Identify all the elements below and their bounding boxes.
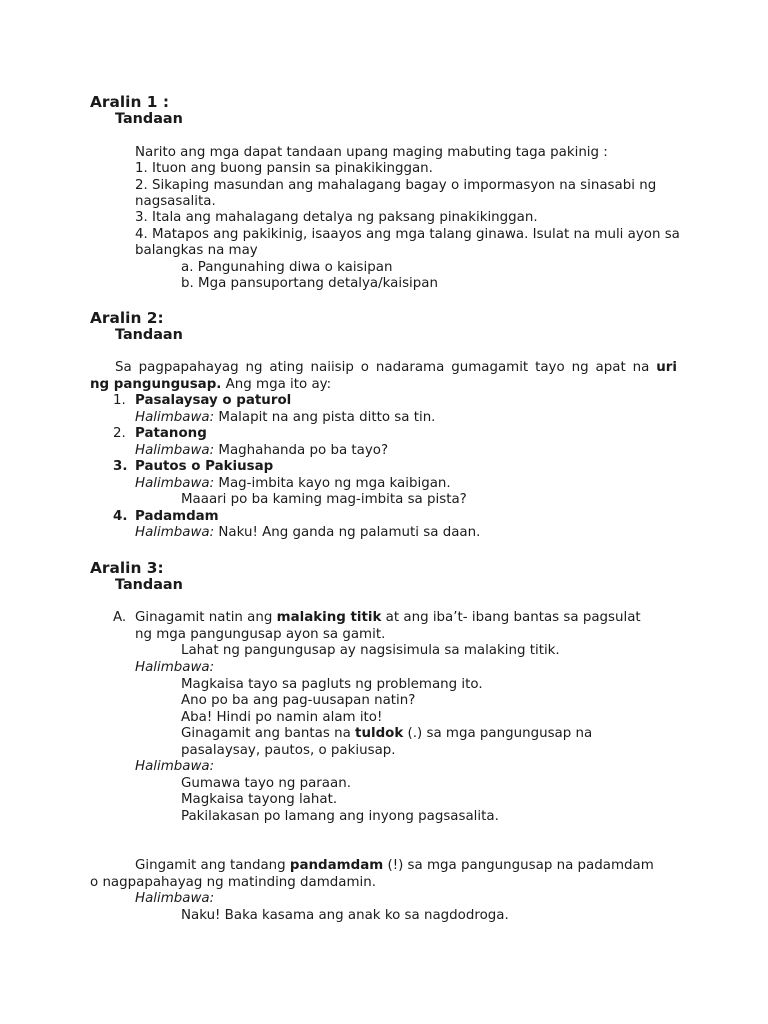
aralin-3-a-line-1 <box>135 610 641 626</box>
example-label: Halimbawa: <box>135 525 215 540</box>
aralin-2-type-3-number: 3. <box>113 459 128 474</box>
aralin-1-subitem-a: a. Pangunahing diwa o kaisipan <box>181 260 393 275</box>
aralin-3-example-label-3: Halimbawa: <box>135 891 215 906</box>
aralin-1-item-2: 2. Sikaping masundan ang mahalagang bagay o impormasyon na sinasabi ng <box>135 178 657 193</box>
example-text: Maghahanda po ba tayo? <box>214 443 389 458</box>
example-label: Halimbawa: <box>135 410 215 425</box>
aralin-2-intro-bold-uri: uri <box>656 360 677 375</box>
aralin-3-a-text-2: at ang iba’t- ibang bantas sa pagsulat <box>381 610 641 625</box>
aralin-3-example-3-1: Naku! Baka kasama ang anak ko sa nagdodroga. <box>181 908 509 923</box>
example-label: Halimbawa: <box>135 476 215 491</box>
aralin-3-title: Aralin 3: <box>90 559 164 577</box>
aralin-2-type-1-name: Pasalaysay o paturol <box>135 393 292 408</box>
aralin-2-type-3-name: Pautos o Pakiusap <box>135 459 274 474</box>
aralin-2-intro-bold-pangungusap: ng pangungusap. <box>90 377 222 392</box>
aralin-2-type-3-example <box>135 476 451 492</box>
aralin-3-example-1-1: Magkaisa tayo sa pagluts ng problemang ito. <box>181 677 483 692</box>
aralin-1-item-3: 3. Itala ang mahalagang detalya ng paksang pinakikinggan. <box>135 210 538 225</box>
aralin-2-intro-text: Sa pagpapahayag ng ating naiisip o nadarama gumagamit tayo ng apat na <box>115 360 657 375</box>
aralin-1-item-2-cont: nagsasalita. <box>135 194 216 209</box>
aralin-2-type-4-name: Padamdam <box>135 509 219 524</box>
aralin-1-item-1: 1. Ituon ang buong pansin sa pinakikinggan. <box>135 161 433 176</box>
aralin-1-item-4-cont: balangkas na may <box>135 243 258 258</box>
aralin-3-example-2-3: Pakilakasan po lamang ang inyong pagsasalita. <box>181 809 499 824</box>
aralin-1-subitem-b: b. Mga pansuportang detalya/kaisipan <box>181 276 438 291</box>
aralin-3-rule-1: Lahat ng pangungusap ay nagsisimula sa malaking titik. <box>181 643 560 658</box>
aralin-2-type-4-example <box>135 525 480 541</box>
aralin-2-type-1-number: 1. <box>113 393 126 408</box>
aralin-2-intro-line-1 <box>115 360 677 376</box>
aralin-3-rule-2-bold: tuldok <box>355 726 404 741</box>
aralin-1-item-4: 4. Matapos ang pakikinig, isaayos ang mga talang ginawa. Isulat na muli ayon sa <box>135 227 680 242</box>
aralin-1-subtitle: Tandaan <box>115 111 183 127</box>
aralin-2-intro-line-2 <box>90 377 331 393</box>
aralin-3-rule-2-text: Ginagamit ang bantas na <box>181 726 356 741</box>
aralin-3-example-1-2: Ano po ba ang pag-uusapan natin? <box>181 693 416 708</box>
aralin-1-title: Aralin 1 : <box>90 93 169 111</box>
aralin-3-rule-3-text: Gingamit ang tandang <box>135 858 290 873</box>
aralin-3-rule-2-line-2: pasalaysay, pautos, o pakiusap. <box>181 743 396 758</box>
aralin-3-example-2-2: Magkaisa tayong lahat. <box>181 792 338 807</box>
aralin-2-type-4-number: 4. <box>113 509 128 524</box>
aralin-2-intro-text-2: Ang mga ito ay: <box>221 377 332 392</box>
example-text: Mag-imbita kayo ng mga kaibigan. <box>214 476 451 491</box>
aralin-2-type-2-example <box>135 443 388 459</box>
aralin-3-a-bold: malaking titik <box>276 610 382 625</box>
aralin-2-title: Aralin 2: <box>90 309 164 327</box>
aralin-3-rule-3 <box>135 858 654 874</box>
aralin-3-rule-2-text-2: (.) sa mga pangungusap na <box>403 726 593 741</box>
example-label: Halimbawa: <box>135 443 215 458</box>
aralin-3-rule-3-bold: pandamdam <box>289 858 384 873</box>
aralin-3-example-1-3: Aba! Hindi po namin alam ito! <box>181 710 383 725</box>
aralin-3-example-label-1: Halimbawa: <box>135 660 215 675</box>
aralin-3-letter-a: A. <box>113 610 127 625</box>
aralin-3-rule-3-line-2: o nagpapahayag ng matinding damdamin. <box>90 875 377 890</box>
aralin-2-subtitle: Tandaan <box>115 327 183 343</box>
aralin-2-type-2-name: Patanong <box>135 426 207 441</box>
aralin-2-type-3-example-2: Maaari po ba kaming mag-imbita sa pista? <box>181 492 467 507</box>
aralin-3-subtitle: Tandaan <box>115 577 183 593</box>
aralin-3-rule-3-text-2: (!) sa mga pangungusap na padamdam <box>383 858 654 873</box>
aralin-3-a-line-2: ng mga pangungusap ayon sa gamit. <box>135 627 386 642</box>
aralin-2-type-1-example <box>135 410 435 426</box>
aralin-1-intro: Narito ang mga dapat tandaan upang maging mabuting taga pakinig : <box>135 145 608 160</box>
example-text: Naku! Ang ganda ng palamuti sa daan. <box>214 525 481 540</box>
aralin-3-example-label-2: Halimbawa: <box>135 759 215 774</box>
aralin-3-a-text: Ginagamit natin ang <box>135 610 277 625</box>
aralin-2-type-2-number: 2. <box>113 426 126 441</box>
aralin-3-rule-2 <box>181 726 592 742</box>
example-text: Malapit na ang pista ditto sa tin. <box>214 410 436 425</box>
aralin-3-example-2-1: Gumawa tayo ng paraan. <box>181 776 351 791</box>
